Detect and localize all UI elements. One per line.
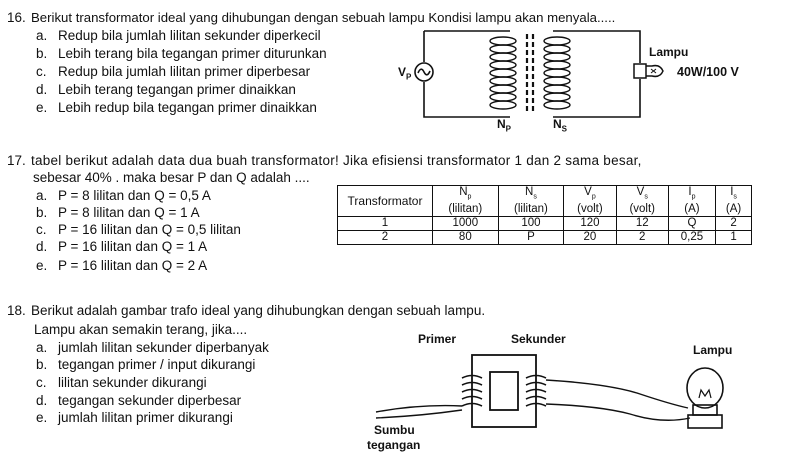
table-cell: 1 xyxy=(716,231,752,245)
option-text: tegangan sekunder diperbesar xyxy=(58,393,242,408)
q18-lamp-label: Lampu xyxy=(693,343,733,357)
table-header-vp: $V_p$ (volt) xyxy=(564,186,616,217)
option-text: P = 16 lilitan dan Q = 1 A xyxy=(58,239,208,254)
option-text: P = 8 lilitan dan Q = 0,5 A xyxy=(58,188,211,203)
option-text: Redup bila jumlah lilitan primer diperbesar xyxy=(58,64,311,79)
table-header-is: $I_s$ (A) xyxy=(716,186,752,217)
table-cell: 80 xyxy=(433,231,499,245)
option-letter: a. xyxy=(36,188,48,203)
option-text: P = 16 lilitan dan Q = 0,5 lilitan xyxy=(58,222,241,237)
table-cell: 2 xyxy=(616,231,668,245)
table-header-vs: $V_s$ (volt) xyxy=(616,186,668,217)
option-letter: e. xyxy=(36,258,48,273)
option-text: jumlah lilitan sekunder diperbanyak xyxy=(58,340,269,355)
table-cell: 2 xyxy=(716,217,752,231)
option-letter: d. xyxy=(36,239,48,254)
option-letter: e. xyxy=(36,410,48,425)
option-text: P = 16 lilitan dan Q = 2 A xyxy=(58,258,208,273)
table-corner-header: Transformator xyxy=(338,186,433,217)
source-wires xyxy=(376,406,462,418)
option-text: Redup bila jumlah lilitan sekunder diperkecil xyxy=(58,28,321,43)
option-text: tegangan primer / input dikurangi xyxy=(58,357,256,372)
q18-source-label-1: Sumbu xyxy=(374,423,415,437)
option-text: jumlah lilitan primer dikurangi xyxy=(58,410,233,425)
option-letter: b. xyxy=(36,205,48,220)
option-text: Lebih redup bila tegangan primer dinaikkan xyxy=(58,100,317,115)
table-cell: 2 xyxy=(338,231,433,245)
option-letter: e. xyxy=(36,100,48,115)
q18-number: 18. xyxy=(7,303,26,318)
option-text: Lebih terang tegangan primer dinaikkan xyxy=(58,82,296,97)
lamp-icon xyxy=(687,368,723,428)
option-letter: d. xyxy=(36,393,48,408)
q16-ns-label: $N_S$ xyxy=(553,117,568,134)
table-header-ip: $I_p$ (A) xyxy=(668,186,715,217)
q16-lamp-rating: 40W/100 V xyxy=(677,65,739,79)
table-cell: 1000 xyxy=(433,217,499,231)
table-cell: 1 xyxy=(338,217,433,231)
q18-stem-line2: Lampu akan semakin terang, jika.... xyxy=(34,322,248,337)
option-letter: c. xyxy=(36,64,47,79)
option-letter: d. xyxy=(36,82,48,97)
q18-stem-line1: Berikut adalah gambar trafo ideal yang dihubungkan dengan sebuah lampu. xyxy=(31,303,486,318)
option-letter: b. xyxy=(36,46,48,61)
table-header-ns: $N_s$ (lilitan) xyxy=(498,186,564,217)
table-cell: 100 xyxy=(498,217,564,231)
option-text: P = 8 lilitan dan Q = 1 A xyxy=(58,205,200,220)
q16-number: 16. xyxy=(7,10,26,25)
q18-source-label-2: tegangan xyxy=(367,438,421,452)
q17-stem-line2: sebesar 40% . maka besar P dan Q adalah .... xyxy=(33,170,310,185)
table-header-np: $N_p$ (lilitan) xyxy=(433,186,499,217)
option-text: Lebih terang bila tegangan primer diturunkan xyxy=(58,46,327,61)
option-letter: c. xyxy=(36,222,47,237)
option-letter: b. xyxy=(36,357,48,372)
option-letter: c. xyxy=(36,375,47,390)
q18-sekunder-label: Sekunder xyxy=(511,332,566,346)
table-cell: 0,25 xyxy=(668,231,715,245)
table-cell: 120 xyxy=(564,217,616,231)
table-cell: 20 xyxy=(564,231,616,245)
option-text: lilitan sekunder dikurangi xyxy=(58,375,207,390)
q16-np-label: $N_P$ xyxy=(497,117,512,134)
q17-stem-line1: tabel berikut adalah data dua buah transformator! Jika efisiensi transformator 1 dan 2 sama besar, xyxy=(31,153,642,168)
table-cell: P xyxy=(498,231,564,245)
q16-source-label: $V_P$ xyxy=(398,65,412,82)
lamp-wires xyxy=(546,380,690,420)
table-cell: Q xyxy=(668,217,715,231)
q16-stem: Berikut transformator ideal yang dihubungan dengan sebuah lampu Kondisi lampu akan menyala..... xyxy=(31,10,616,25)
option-letter: a. xyxy=(36,340,48,355)
option-letter: a. xyxy=(36,28,48,43)
q16-lamp-label: Lampu xyxy=(649,45,689,59)
table-cell: 12 xyxy=(616,217,668,231)
q18-primer-label: Primer xyxy=(418,332,457,346)
q17-number: 17. xyxy=(7,153,26,168)
